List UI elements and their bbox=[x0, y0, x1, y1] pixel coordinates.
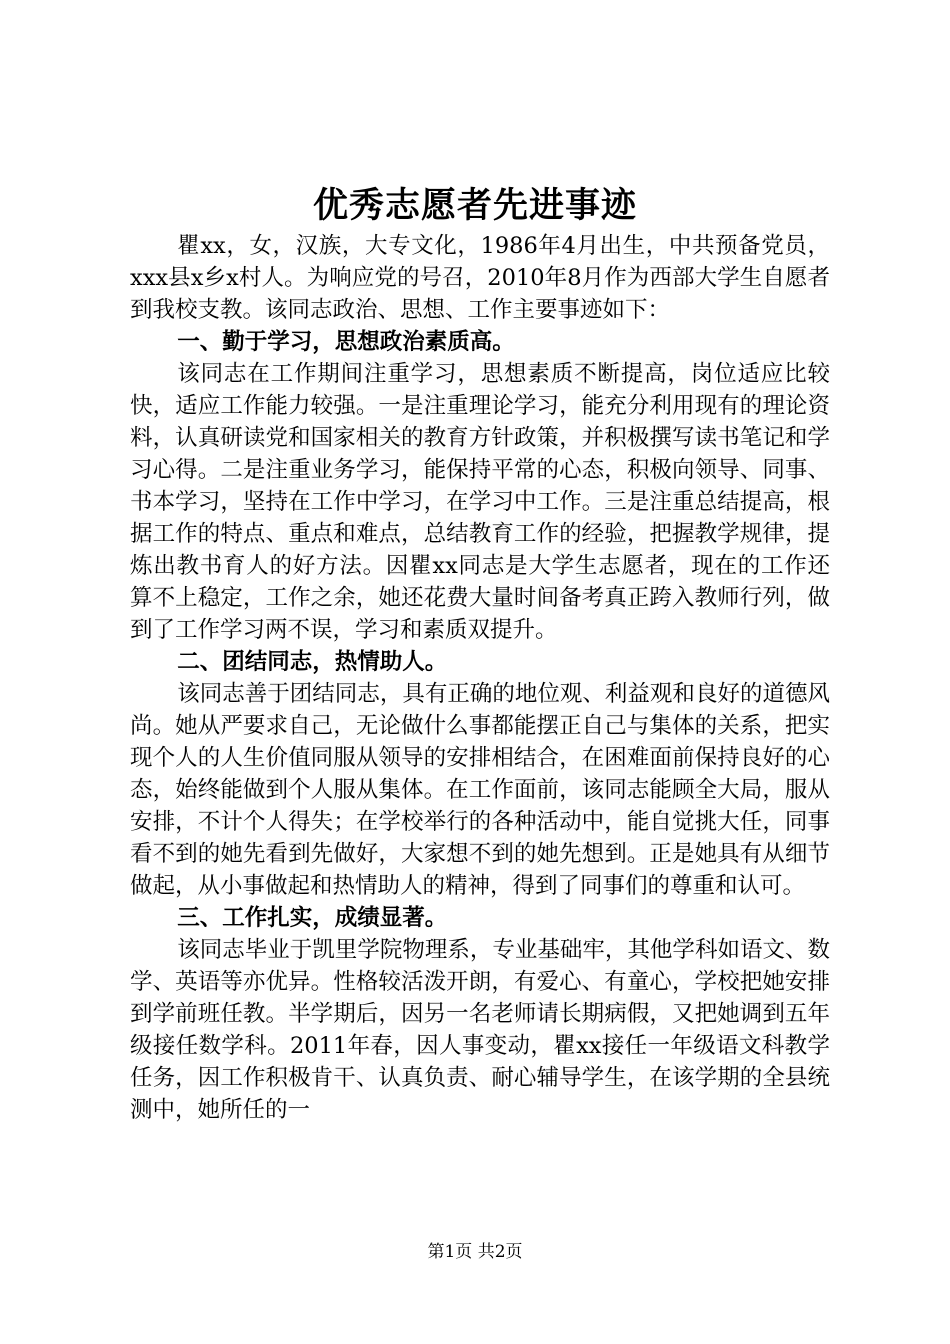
document-title: 优秀志愿者先进事迹 bbox=[312, 185, 637, 226]
section-paragraph-2: 该同志善于团结同志，具有正确的地位观、利益观和良好的道德风尚。她从严要求自己，无论做什么事都能摆正自己与集体的关系，把实现个人的人生价值同服从领导的安排相结合，在困难面前保持良好的心态，始终能做到个人服从集体。在工作面前，该同志能顾全大局，服从安排，不计个人得失；在学校举行的各种活动中，能自觉挑大任，同事看不到的她先看到先做好，大家想不到的她先想到。正是她具有从细节做起，从小事做起和热情助人的精神，得到了同事们的尊重和认可。 bbox=[130, 681, 830, 899]
section-heading-3: 三、工作扎实，成绩显著。 bbox=[177, 905, 448, 931]
section-heading-2: 二、团结同志，热情助人。 bbox=[177, 649, 448, 675]
section-paragraph-1: 该同志在工作期间注重学习，思想素质不断提高，岗位适应比较快，适应工作能力较强。一是注重理论学习，能充分利用现有的理论资料，认真研读党和国家相关的教育方针政策，并积极撰写读书笔记和学习心得。二是注重业务学习，能保持平常的心态，积极向领导、同事、书本学习，坚持在工作中学习，在学习中工作。三是注重总结提高，根据工作的特点、重点和难点，总结教育工作的经验，把握教学规律，提炼出教书育人的好方法。因瞿xx同志是大学生志愿者，现在的工作还算不上稳定，工作之余，她还花费大量时间备考真正跨入教师行列，做到了工作学习两不误，学习和素质双提升。 bbox=[130, 361, 830, 643]
document-body bbox=[130, 230, 830, 1126]
page-number-footer: 第1页 共2页 bbox=[427, 1242, 523, 1262]
intro-paragraph: 瞿xx，女，汉族，大专文化，1986年4月出生，中共预备党员，xxx县x乡x村人。为响应党的号召，2010年8月作为西部大学生自愿者到我校支教。该同志政治、思想、工作主要事迹如下： bbox=[130, 233, 830, 323]
section-heading-1: 一、勤于学习，思想政治素质高。 bbox=[177, 329, 515, 355]
section-paragraph-3: 该同志毕业于凯里学院物理系，专业基础牢，其他学科如语文、数学、英语等亦优异。性格较活泼开朗，有爱心、有童心，学校把她安排到学前班任教。半学期后，因另一名老师请长期病假，又把她调到五年级接任数学科。2011年春，因人事变动，瞿xx接任一年级语文科教学任务，因工作积极肯干、认真负责、耐心辅导学生，在该学期的全县统测中，她所任的一 bbox=[130, 937, 830, 1123]
